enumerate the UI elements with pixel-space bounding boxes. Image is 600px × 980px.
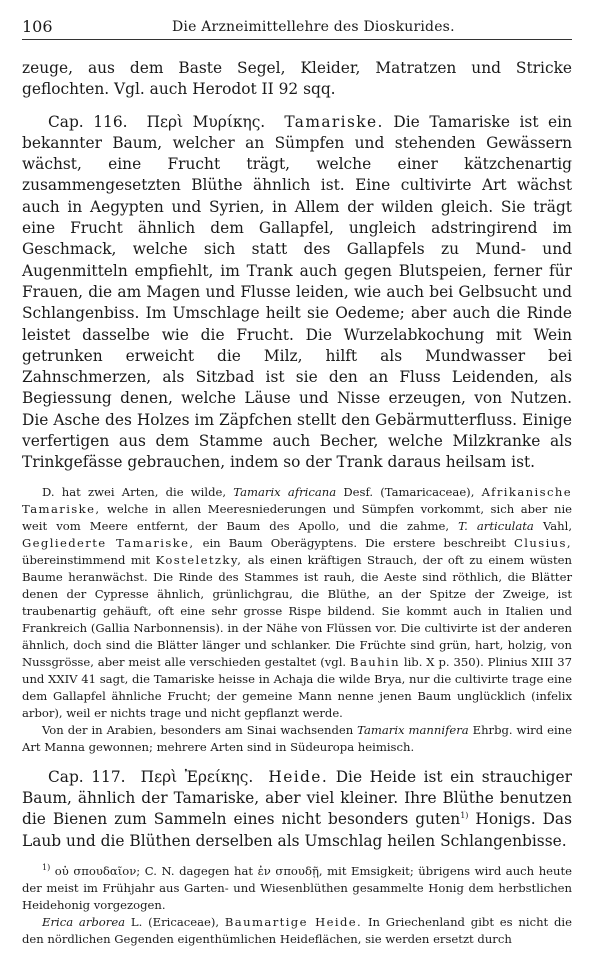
commentary-117: Erica arborea L. (Ericaceae), Baumartige Heide. In Griechenland gibt es nicht die den nördlichen Gegenden eigenthümlichen Heideflächen, sie werden ersetzt durch (22, 914, 572, 946)
commentary-116-p1: D. hat zwei Arten, die wilde, Tamarix africana Desf. (Tamaricaceae), Afrikanische Tamariske, welche in allen Meeresniederungen und Sümpfen vorkommt, sich aber nie weit vom Meere entfernt, der Baum des Apollo, und die zahme, T. articulata Vahl, Gegliederte Tamariske, ein Baum Oberägyptens. Die erstere beschreibt Clusius, übereinstimmend mit Kosteletzky, als einen kräftigen Strauch, der oft zu einem wüsten Baume heranwächst. Die Rinde des Stammes ist rauh, die Aeste sind röthlich, die Blätter denen der Cypresse ähnlich, grünlichgrau, die Blüthe, an der Spitze der Zweige, ist traubenartig gehäuft, oft eine sehr grosse Rispe bildend. Sie kommt auch in Italien und Frankreich (Gallia Narbonnensis). in der Nähe von Flüssen vor. Die cultivirte ist der anderen ähnlich, doch sind die Blätter länger und schlanker. Die Früchte sind grün, hart, holzig, von Nussgrösse, aber meist alle verschieden gestaltet (vgl. Bauhin lib. X p. 350). Plinius XIII 37 und XXIV 41 sagt, die Tamariske heisse in Achaja die wilde Brya, nur die cultivirte trage eine dem Gallapfel ähnliche Frucht; der gemeine Mann nenne jenen Baum unglücklich (infelix arbor), weil er nichts trage und nicht gepflanzt werde. (22, 484, 573, 720)
species-name: Erica arborea (42, 914, 126, 929)
chapter-117: Cap. 117. Περὶ Ἐρείκης. Heide. Die Heide ist ein strauchiger Baum, ähnlich der Tamariske, aber viel kleiner. Ihre Blüthe benutzen die Bienen zum Sammeln eines nicht besonders guten$^{1)}$ Honigs. Das Laub und die Blüthen derselben als Umschlag heilen Schlangenbisse. (22, 767, 572, 850)
chapter-117-greek-title: Περὶ Ἐρείκης. (140, 767, 254, 786)
chapter-117-label: Cap. 117. (48, 767, 126, 786)
species-name: T. articulata (458, 518, 534, 533)
common-name: Gegliederte Tamariske, (22, 535, 195, 550)
commentary-116-p2: Von der in Arabien, besonders am Sinai wachsenden Tamarix mannifera Ehrbg. wird eine Art Manna gewonnen; mehrere Arten sind in Südeuropa heimisch. (22, 722, 572, 754)
commentary-116 (22, 484, 572, 756)
footnote-1: $^{1)}$ οὐ σπουδαῖον; C. N. dagegen hat ἐν σπουδῇ, mit Emsigkeit; übrigens wird auch heute der meist im Frühjahr aus Garten- und Wiesenblüthen gesammelte Honig dem herbstlichen Heidehonig vorgezogen. (22, 862, 573, 912)
running-title: Die Arzneimittellehre des Dioskurides. (172, 19, 455, 35)
species-name: Tamarix mannifera (357, 722, 469, 737)
author-name: Kosteletzky, (155, 552, 243, 567)
author-name: Bauhin (350, 654, 400, 669)
footnote-marker: 1) (42, 862, 51, 872)
species-name: Tamarix africana (233, 484, 337, 499)
page-body (22, 58, 572, 948)
chapter-116-greek-title: Περὶ Μυρίκης. (146, 112, 266, 131)
chapter-116-text: Die Tamariske ist ein bekannter Baum, welcher an Sümpfen und stehenden Gewässern wächst, eine Frucht trägt, welche einer kätzchenartig zusammengesetzten Blüthe ähnlich ist. Eine cultivirte Art wächst auch in Aegypten und Syrien, in Allem der wilden gleich. Sie trägt eine Frucht ähnlich dem Gallapfel, ungleich adstringirend im Geschmack, welche sich statt des Gallapfels zu Mund- und Augenmitteln empfiehlt, im Trank auch gegen Blutspeien, ferner für Frauen, die am Magen und Flusse leiden, wie auch bei Gelbsucht und Schlangenbiss. Im Umschlage heilt sie Oedeme; aber auch die Rinde leistet dasselbe wie die Frucht. Die Wurzelabkochung mit Wein getrunken erweicht die Milz, hilft als Mundwasser bei Zahnschmerzen, als Sitzbad ist sie den an Fluss Leidenden, als Begiessung denen, welche Läuse und Nisse erzeugen, von Nutzen. Die Asche des Holzes im Zäpfchen stellt den Gebärmutterfluss. Einige verfertigen aus dem Stamme auch Becher, welche Milzkranke als Trinkgefässe gebrauchen, indem so der Trank daraus heilsam ist. (22, 112, 572, 472)
chapter-117-heading: Heide. (268, 767, 329, 786)
chapter-116-heading: Tamariske. (284, 112, 384, 131)
common-name: Afrikanische Tamariske, (22, 484, 572, 516)
page-number: 106 (22, 17, 53, 36)
footnote-reference[interactable]: 1) (460, 811, 469, 821)
chapter-116 (22, 112, 572, 474)
common-name: Baumartige Heide. (224, 914, 363, 929)
continued-paragraph: zeuge, aus dem Baste Segel, Kleider, Matratzen und Stricke geflochten. Vgl. auch Herodot II 92 sqq. (22, 59, 572, 99)
author-name: Clusius, (513, 535, 572, 550)
chapter-116-label: Cap. 116. (48, 112, 128, 131)
running-header (22, 17, 572, 40)
